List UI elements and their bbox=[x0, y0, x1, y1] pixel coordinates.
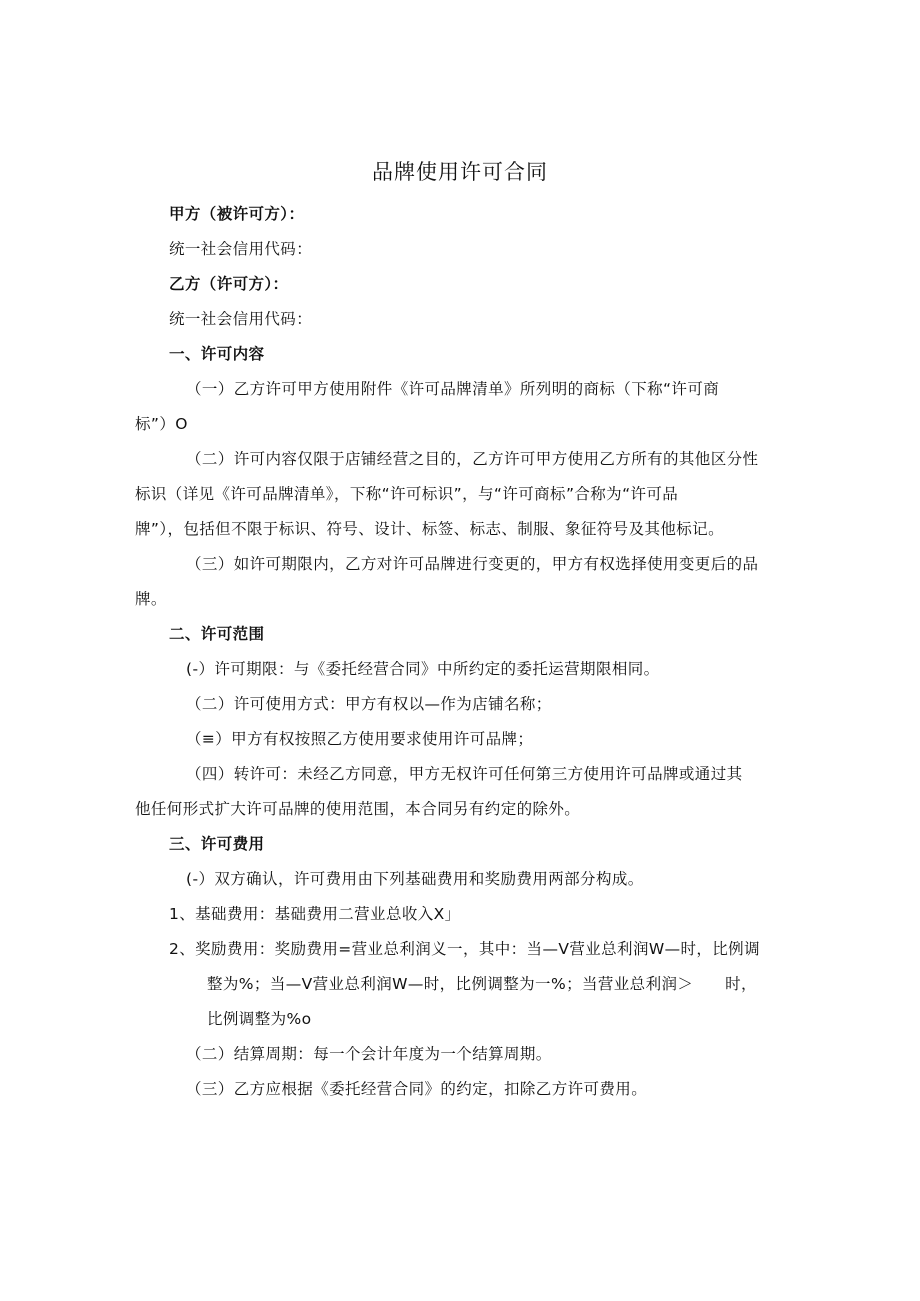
section1-heading: 一、许可内容 bbox=[169, 345, 265, 363]
section1-p2-line1: （二）许可内容仅限于店铺经营之目的，乙方许可甲方使用乙方所有的其他区分性 bbox=[186, 450, 759, 468]
document-title: 品牌使用许可合同 bbox=[372, 160, 548, 184]
section2-item3: （≡）甲方有权按照乙方使用要求使用许可品牌； bbox=[186, 730, 534, 748]
section1-p2-line2: 标识（详见《许可品牌清单》，下称“许可标识”，与“许可商标”合称为“许可品 bbox=[135, 485, 679, 503]
section1-p1-line1: （一）乙方许可甲方使用附件《许可品牌清单》所列明的商标（下称“许可商 bbox=[186, 380, 720, 398]
section3-item3: （三）乙方应根据《委托经营合同》的约定，扣除乙方许可费用。 bbox=[186, 1080, 648, 1098]
fee-bonus-line1: 2、奖励费用：奖励费用=营业总利润义一，其中：当—V营业总利润W—时，比例调 bbox=[169, 940, 760, 958]
section2-item1: (-）许可期限：与《委托经营合同》中所约定的委托运营期限相同。 bbox=[186, 660, 660, 678]
section1-p2-line3: 牌”），包括但不限于标识、符号、设计、标签、标志、制服、象征符号及其他标记。 bbox=[135, 520, 724, 538]
party-b-label: 乙方（许可方）： bbox=[169, 275, 289, 293]
section2-heading: 二、许可范围 bbox=[169, 625, 265, 643]
party-b-credit-code: 统一社会信用代码： bbox=[169, 310, 313, 328]
section2-item4-line2: 他任何形式扩大许可品牌的使用范围，本合同另有约定的除外。 bbox=[135, 800, 581, 818]
section1-p3-line2: 牌。 bbox=[135, 590, 167, 608]
section3-heading: 三、许可费用 bbox=[169, 835, 265, 853]
fee-basic: 1、基础费用：基础费用二营业总收入X」 bbox=[169, 905, 461, 923]
fee-bonus-line3: 比例调整为%o bbox=[207, 1010, 312, 1028]
section2-item4-line1: （四）转许可：未经乙方同意，甲方无权许可任何第三方使用许可品牌或通过其 bbox=[186, 765, 743, 783]
section3-item2: （二）结算周期：每一个会计年度为一个结算周期。 bbox=[186, 1045, 552, 1063]
party-a-label: 甲方（被许可方）： bbox=[169, 205, 305, 223]
section2-item2: （二）许可使用方式：甲方有权以—作为店铺名称； bbox=[186, 695, 552, 713]
section1-p3-line1: （三）如许可期限内，乙方对许可品牌进行变更的，甲方有权选择使用变更后的品 bbox=[186, 555, 759, 573]
party-a-credit-code: 统一社会信用代码： bbox=[169, 240, 313, 258]
fee-bonus-line2: 整为%；当—V营业总利润W—时，比例调整为一%；当营业总利润＞ 时， bbox=[207, 975, 757, 993]
section3-item1: (-）双方确认，许可费用由下列基础费用和奖励费用两部分构成。 bbox=[186, 870, 644, 888]
section1-p1-line2: 标”）O bbox=[135, 415, 188, 433]
